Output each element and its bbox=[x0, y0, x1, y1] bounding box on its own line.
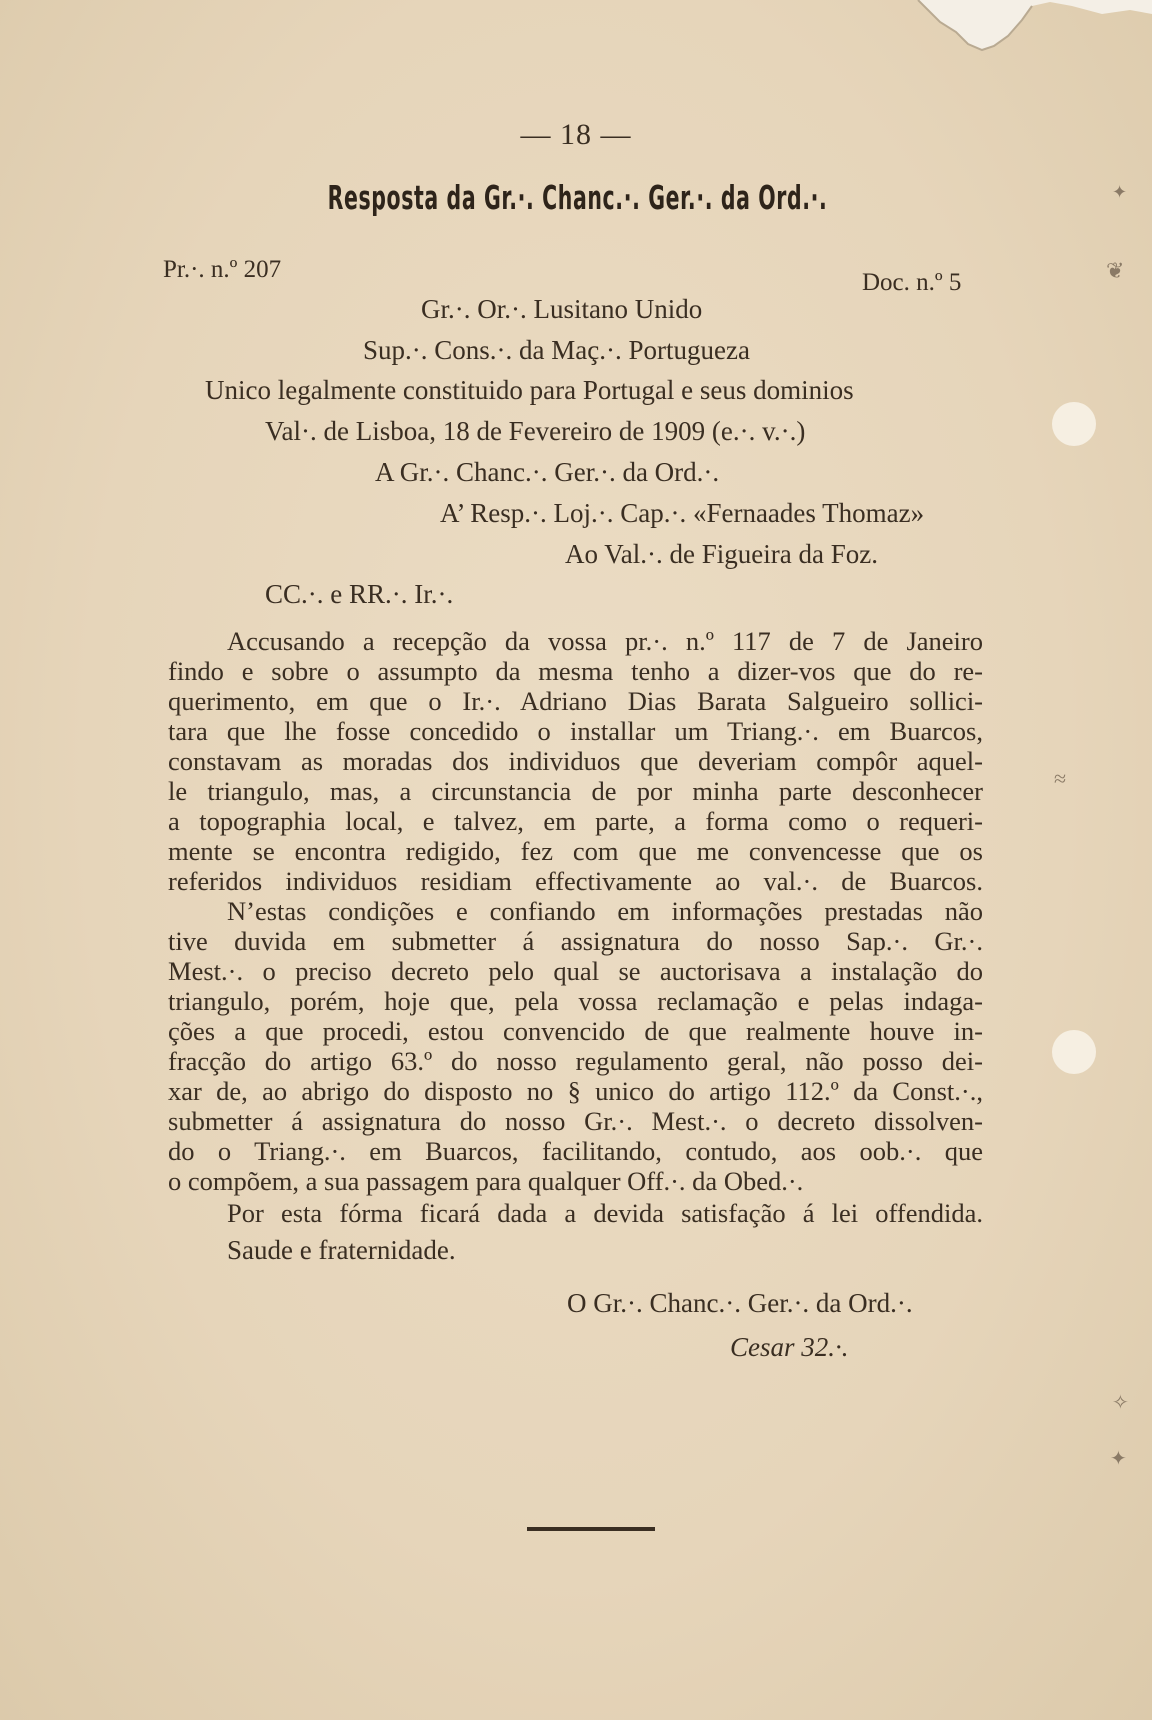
binding-hole bbox=[1052, 402, 1096, 446]
body-line: mente se encontra redigido, fez com que me convencesse que os bbox=[168, 836, 983, 866]
letterhead-line: Gr.·. Or.·. Lusitano Unido bbox=[421, 294, 703, 324]
letterhead-line: Unico legalmente constituido para Portugal e seus dominios bbox=[205, 375, 854, 405]
body-line: a topographia local, e talvez, em parte, a forma como o requeri- bbox=[168, 806, 983, 836]
closing-rule bbox=[527, 1527, 655, 1531]
body-line: o compõem, a sua passagem para qualquer Off.·. da Obed.·. bbox=[168, 1166, 804, 1196]
body-line: le triangulo, mas, a circunstancia de por minha parte desconhecer bbox=[168, 776, 983, 806]
body-line: constavam as moradas dos individuos que deveriam compôr aquel- bbox=[168, 746, 983, 776]
margin-mark: ✦ bbox=[1112, 182, 1128, 202]
body-line: xar de, ao abrigo do disposto no § unico do artigo 112.º da Const.·., bbox=[168, 1076, 983, 1106]
margin-mark: ✧ bbox=[1112, 1392, 1129, 1414]
body-line: submetter á assignatura do nosso Gr.·. Mest.·. o decreto dissolven- bbox=[168, 1106, 983, 1136]
addressee-lodge: A’ Resp.·. Loj.·. Cap.·. «Fernaades Thomaz» bbox=[440, 498, 925, 528]
salutation: CC.·. e RR.·. Ir.·. bbox=[265, 579, 454, 609]
torn-corner bbox=[732, 0, 1152, 80]
body-line: fracção do artigo 63.º do nosso regulamento geral, não posso dei- bbox=[168, 1046, 983, 1076]
body-line: referidos individuos residiam effectivamente ao val.·. de Buarcos. bbox=[168, 866, 983, 896]
body-line: N’estas condições e confiando em informações prestadas não bbox=[227, 896, 983, 926]
body-line: tive duvida em submetter á assignatura do nosso Sap.·. Gr.·. bbox=[168, 926, 983, 956]
reference-number: Pr.·. n.º 207 bbox=[163, 256, 282, 283]
signatory-title: O Gr.·. Chanc.·. Ger.·. da Ord.·. bbox=[567, 1288, 913, 1318]
body-line: Accusando a recepção da vossa pr.·. n.º 117 de 7 de Janeiro bbox=[227, 626, 983, 656]
binding-hole bbox=[1052, 1030, 1096, 1074]
letterhead-line: A Gr.·. Chanc.·. Ger.·. da Ord.·. bbox=[375, 457, 720, 487]
letterhead-line: Sup.·. Cons.·. da Maç.·. Portugueza bbox=[363, 335, 750, 365]
margin-mark: ❦ bbox=[1106, 258, 1125, 283]
body-line: ções a que procedi, estou convencido de que realmente houve in- bbox=[168, 1016, 983, 1046]
signature: Cesar 32.·. bbox=[730, 1332, 849, 1362]
page-number: — 18 — bbox=[520, 118, 632, 151]
body-line: Por esta fórma ficará dada a devida satisfação á lei offendida. bbox=[227, 1198, 983, 1228]
addressee-valley: Ao Val.·. de Figueira da Foz. bbox=[565, 539, 878, 569]
margin-mark: ≈ bbox=[1054, 766, 1067, 791]
closing-greeting: Saude e fraternidade. bbox=[227, 1235, 456, 1265]
body-line: findo e sobre o assumpto da mesma tenho a dizer-vos que do re- bbox=[168, 656, 983, 686]
body-line: tara que lhe fosse concedido o installar um Triang.·. em Buarcos, bbox=[168, 716, 983, 746]
margin-mark: ✦ bbox=[1110, 1448, 1127, 1470]
body-line: Mest.·. o preciso decreto pelo qual se auctorisava a instalação do bbox=[168, 956, 983, 986]
body-line: triangulo, porém, hoje que, pela vossa reclamação e pelas indaga- bbox=[168, 986, 983, 1016]
document-number: Doc. n.º 5 bbox=[862, 269, 962, 296]
document-heading: Resposta da Gr.·. Chanc.·. Ger.·. da Ord.·. bbox=[327, 178, 828, 217]
body-line: do o Triang.·. em Buarcos, facilitando, contudo, aos oob.·. que bbox=[168, 1136, 983, 1166]
letterhead-line: Val·. de Lisboa, 18 de Fevereiro de 1909 (e.·. v.·.) bbox=[265, 416, 806, 446]
body-line: querimento, em que o Ir.·. Adriano Dias Barata Salgueiro sollici- bbox=[168, 686, 983, 716]
